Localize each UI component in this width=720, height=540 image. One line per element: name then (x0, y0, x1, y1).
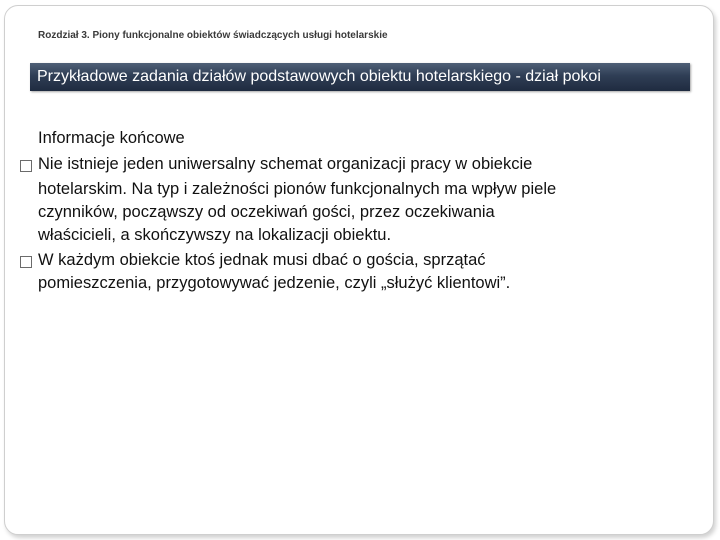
bullet-text-line: właścicieli, a skończywszy na lokalizacji obiektu. (38, 226, 392, 244)
section-heading: Informacje końcowe (38, 129, 185, 147)
square-bullet-icon (20, 256, 32, 268)
bullet-text-line: czynników, począwszy od oczekiwań gości, przez oczekiwania (38, 203, 495, 221)
chapter-header: Rozdział 3. Piony funkcjonalne obiektów świadczących usługi hotelarskie (38, 30, 388, 41)
bullet-text-line: pomieszczenia, przygotowywać jedzenie, czyli „służyć klientowi”. (38, 274, 511, 292)
slide-title: Przykładowe zadania działów podstawowych obiektu hotelarskiego - dział pokoi (37, 68, 601, 85)
title-bar (30, 63, 690, 91)
bullet-text-line: Nie istnieje jeden uniwersalny schemat organizacji pracy w obiekcie (38, 155, 533, 173)
square-bullet-icon (20, 160, 32, 172)
bullet-text-line: hotelarskim. Na typ i zależności pionów funkcjonalnych ma wpływ piele (38, 180, 557, 198)
bullet-text-line: W każdym obiekcie ktoś jednak musi dbać o gościa, sprzątać (38, 251, 486, 269)
